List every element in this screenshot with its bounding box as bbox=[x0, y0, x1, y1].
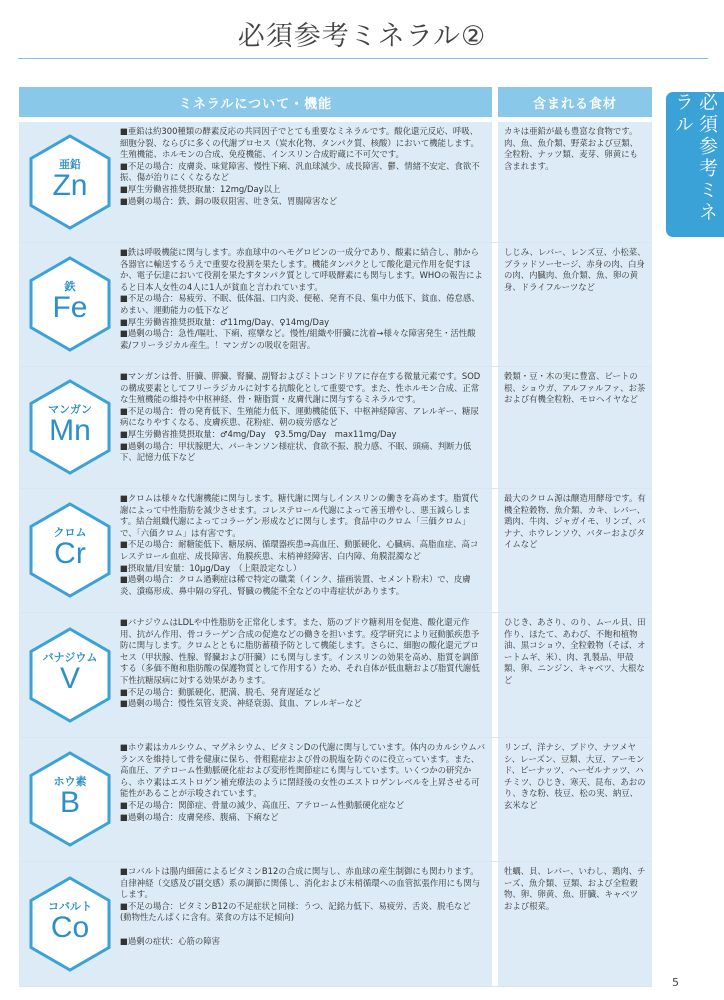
mineral-foods: 最大のクロム源は醸造用酵母です。有機全粒穀物、魚介類、カキ、レバー、鶏肉、牛肉、ジャガイモ、リンゴ、バナナ、ホウレンソウ、バターおよびタイムなど bbox=[498, 489, 652, 612]
description-line: ■過剰の場合：鉄、銅の吸収阻害、吐き気、胃腸障害など bbox=[120, 195, 338, 206]
mineral-symbol: Zn bbox=[52, 169, 88, 202]
mineral-info bbox=[19, 738, 492, 861]
mineral-foods: 穀類・豆・木の実に豊富、ビートの根、ショウガ、アルファルファ、お茶および有機全粒粉、モロヘイヤなど bbox=[498, 367, 652, 488]
header-foods: 含まれる食材 bbox=[498, 87, 652, 117]
description-line: ■不足の場合：骨の発育低下、生殖能力低下、運動機能低下、中枢神経障害、アレルギー、糖尿病になりやすくなる、皮膚疾患、花粉症、朝の疲労感など bbox=[120, 405, 479, 428]
description-line: ■鉄は呼吸機能に関与します。赤血球中のヘモグロビンの一成分であり、酸素に結合し、肺から各器官に輸送するうえで重要な役割を果たします。機能タンパクとして酸化還元作用を促すほか、電子伝達において役割を果たすタンパク質として呼吸酵素にも関与します。WHOの報告によると日本人女性の4人に1人が貧血と言われています。 bbox=[120, 247, 483, 292]
mineral-row-co bbox=[19, 862, 652, 987]
description-line: ■クロムは様々な代謝機能に関与します。糖代謝に関与しインスリンの働きを高めます。脂質代謝によって中性脂肪を減少させます。コレステロール代謝によって善玉増やし、悪玉減らします。結合組織代謝によってコラーゲン形成などに関与します。食品中のクロム「三価クロム」で、「六価クロム」は有害です。 bbox=[120, 493, 479, 538]
mineral-foods: 牡蠣、貝、レバー、いわし、鶏肉、チーズ、魚介類、豆類、および全粒穀物、卵、卵黄、魚、肝臓、キャベツおよび根菜。 bbox=[498, 862, 652, 986]
mineral-description bbox=[120, 371, 486, 464]
mineral-name: クロム bbox=[53, 526, 87, 539]
mineral-foods: しじみ、レバー、レンズ豆、小松菜、ブラッドソーセージ、赤身の肉、白身の肉、内臓肉、魚介類、魚、卵の黄身、ドライフルーツなど bbox=[498, 243, 652, 366]
description-line: ■不足の場合：易疲労、不眠、低体温、口内炎、便秘、発育不良、集中力低下、貧血、倦怠感、めまい、運動能力の低下など bbox=[120, 293, 480, 315]
description-line: ■過剰の場合：急性/嘔吐、下痢、痙攣など。慢性/組織や肝臓に沈着→様々な障害発生・活性酸素/フリーラジカル産生。！マンガンの吸収を阻害。 bbox=[120, 328, 476, 350]
description-line: ■コバルトは腸内細菌によるビタミンB12の合成に関与し、赤血球の産生制御にも関わります。自律神経（交感及び副交感）系の調節に関係し、消化および末梢循環への血管拡張作用にも関与します。 bbox=[120, 866, 481, 900]
description-line: ■不足の場合：耐糖能低下、糖尿病、循環器疾患⇒高血圧、動脈硬化、心臓病、高脂血症、高コレステロール血症、成長障害、角膜疾患、末梢神経障害、白内障、角膜混濁など bbox=[120, 539, 479, 561]
side-tab[interactable]: 必須参考ミネラル bbox=[666, 92, 724, 237]
description-line: ■厚生労働省推奨摂取量：♂11mg/Day、♀14mg/Day bbox=[120, 316, 330, 327]
mineral-info bbox=[19, 243, 492, 366]
mineral-description bbox=[120, 493, 486, 597]
hexagon-badge bbox=[27, 378, 113, 476]
description-line: ■亜鉛は約300種類の酵素反応の共同因子でとても重要なミネラルです。酸化還元反応、呼吸、細胞分裂、ならびに多くの代謝プロセス（炭水化物、タンパク質、核酸）において機能します。生殖機能、ホルモンの合成、免疫機能、インスリン合成貯蔵に不可欠です。 bbox=[120, 126, 479, 160]
description-line: ■過剰の場合：クロム過剰症は稀で特定の職業（インク、描画装置、セメント粉末）で、皮膚炎、潰瘍形成、鼻中隔の穿孔、腎臓の機能不全などの中毒症状があります。 bbox=[120, 574, 471, 596]
header-about: ミネラルについて・機能 bbox=[19, 87, 492, 117]
hexagon-badge bbox=[27, 626, 113, 724]
mineral-description bbox=[120, 126, 486, 207]
hexagon-badge bbox=[27, 501, 113, 599]
mineral-name: 亜鉛 bbox=[59, 158, 81, 171]
mineral-info bbox=[19, 862, 492, 986]
description-line: ■厚生労働省推奨摂取量：12mg/Day以上 bbox=[120, 183, 281, 194]
description-line: ■不足の場合：皮膚炎、味覚障害、慢性下痢、汎血球減少、成長障害、鬱、情緒不安定、食欲不振、傷が治りにくくなるなど bbox=[120, 160, 480, 183]
description-line bbox=[120, 924, 486, 936]
hexagon-badge bbox=[27, 133, 113, 231]
page-number: 5 bbox=[672, 976, 679, 989]
mineral-row-mn bbox=[19, 367, 652, 489]
description-line: ■厚生労働省推奨摂取量：♂4mg/Day ♀3.5mg/Day max11mg/Day bbox=[120, 428, 397, 439]
mineral-foods: ひじき、あさり、のり、ムール貝、田作り、ほたて、あわび、不飽和植物油、黒コショウ、全粒穀物（そば、オートムギ、米）、肉、乳製品、甲殻類、卵、ニンジン、キャベツ、大根など bbox=[498, 613, 652, 737]
description-line: ■バナジウムはLDLや中性脂肪を正常化します。また、筋のブドウ糖利用を促進、酸化還元作用、抗がん作用、骨コラーゲン合成の促進などの働きを担います。疫学研究により冠動脈疾患予防に関与します。クロムとともに脂肪蓄積予防として機能します。さらに、細胞の酸化還元プロセス（甲状腺、性腺、腎臓および肝臓）にも関与します。インスリンの効果を高め、脂質を調節する（多価不飽和脂肪酸の保護物質として作用する）ため、それ自体が低血糖および脂質代謝低下性抗糖尿病に対する効果があります。 bbox=[120, 617, 480, 685]
mineral-name: コバルト bbox=[48, 900, 92, 913]
description-line: ■ホウ素はカルシウム、マグネシウム、ビタミンDの代謝に関与しています。体内のカルシウムバランスを維持して骨を健康に保ち、骨粗鬆症および骨の脱塩を防ぐのに役立っています。また、高血圧、アテローム性動脈硬化症および変形性関節症にも関与しています。いくつかの研究から、ホウ素はエストロゲン補充療法のように閉経後の女性のエストロゲンレベルを上昇させる可能性があることが示唆されています。 bbox=[120, 742, 486, 799]
mineral-name: ホウ素 bbox=[53, 775, 87, 788]
mineral-symbol: V bbox=[59, 662, 80, 695]
title-divider bbox=[18, 58, 708, 59]
hexagon-badge bbox=[27, 255, 113, 353]
mineral-row-zn bbox=[19, 122, 652, 243]
mineral-row-fe bbox=[19, 243, 652, 367]
description-line: ■摂取量/目安量：10μg/Day （上限設定なし） bbox=[120, 562, 302, 573]
mineral-row-b bbox=[19, 738, 652, 862]
mineral-name: マンガン bbox=[48, 403, 92, 416]
hexagon-badge bbox=[27, 750, 113, 848]
mineral-table bbox=[19, 122, 652, 987]
mineral-info bbox=[19, 122, 492, 242]
description-line: ■過剰の場合：慢性気管支炎、神経衰弱、貧血、アレルギーなど bbox=[120, 698, 362, 709]
mineral-symbol: Co bbox=[50, 911, 90, 944]
mineral-description bbox=[120, 742, 486, 823]
hexagon-badge bbox=[27, 875, 113, 973]
mineral-symbol: Mn bbox=[49, 414, 91, 447]
description-line: ■過剰の場合：皮膚発疹、腹痛、下痢など bbox=[120, 811, 279, 822]
page-title: 必須参考ミネラル② bbox=[237, 21, 487, 52]
mineral-symbol: B bbox=[59, 786, 80, 819]
mineral-description bbox=[120, 866, 486, 947]
mineral-foods: カキは亜鉛が最も豊富な食物です。肉、魚、魚介類、野菜および豆類、全粒粉、ナッツ類、麦芽、卵黄にも含まれます。 bbox=[498, 122, 652, 242]
mineral-foods: リンゴ、洋ナシ、ブドウ、ナツメヤシ、レーズン、豆類、大豆、アーモンド、ピーナッツ、ヘーゼルナッツ、ハチミツ、ひじき、寒天、昆布、あおのり、きな粉、枝豆、松の実、納豆、玄米など bbox=[498, 738, 652, 861]
mineral-row-cr bbox=[19, 489, 652, 613]
mineral-name: バナジウム bbox=[42, 651, 98, 664]
description-line: ■不足の場合：動脈硬化、肥満、脱毛、発育遅延など bbox=[120, 686, 321, 697]
mineral-description bbox=[120, 247, 486, 351]
mineral-symbol: Fe bbox=[52, 291, 88, 324]
description-line: ■マンガンは骨、肝臓、膵臓、腎臓、副腎およびミトコンドリアに存在する微量元素です。SODの構成要素としてフリーラジカルに対する抗酸化として重要です。また、性ホルモン合成、正常な生殖機能の維持や中枢神経、骨・糖脂質・皮膚代謝に関与するミネラルです。 bbox=[120, 371, 481, 405]
mineral-row-v bbox=[19, 613, 652, 738]
description-line: ■過剰の場合：甲状腺肥大、パーキンソン様症状、食欲不振、脱力感、不眠、頭痛、判断力低下、記憶力低下など bbox=[120, 440, 472, 463]
mineral-description bbox=[120, 617, 486, 710]
mineral-info bbox=[19, 489, 492, 612]
description-line: ■不足の場合：ビタミンB12の不足症状と同様：うつ、記銘力低下、易疲労、舌炎、脱毛など (動物性たんぱくに含有。菜食の方は不足傾向) bbox=[120, 900, 479, 923]
mineral-name: 鉄 bbox=[64, 280, 76, 293]
description-line: ■不足の場合：関節症、骨量の減少、高血圧、アテローム性動脈硬化症など bbox=[120, 799, 405, 810]
mineral-symbol: Cr bbox=[54, 537, 86, 570]
mineral-info bbox=[19, 367, 492, 488]
mineral-info bbox=[19, 613, 492, 737]
description-line: ■過剰の症状：心筋の障害 bbox=[120, 935, 221, 946]
